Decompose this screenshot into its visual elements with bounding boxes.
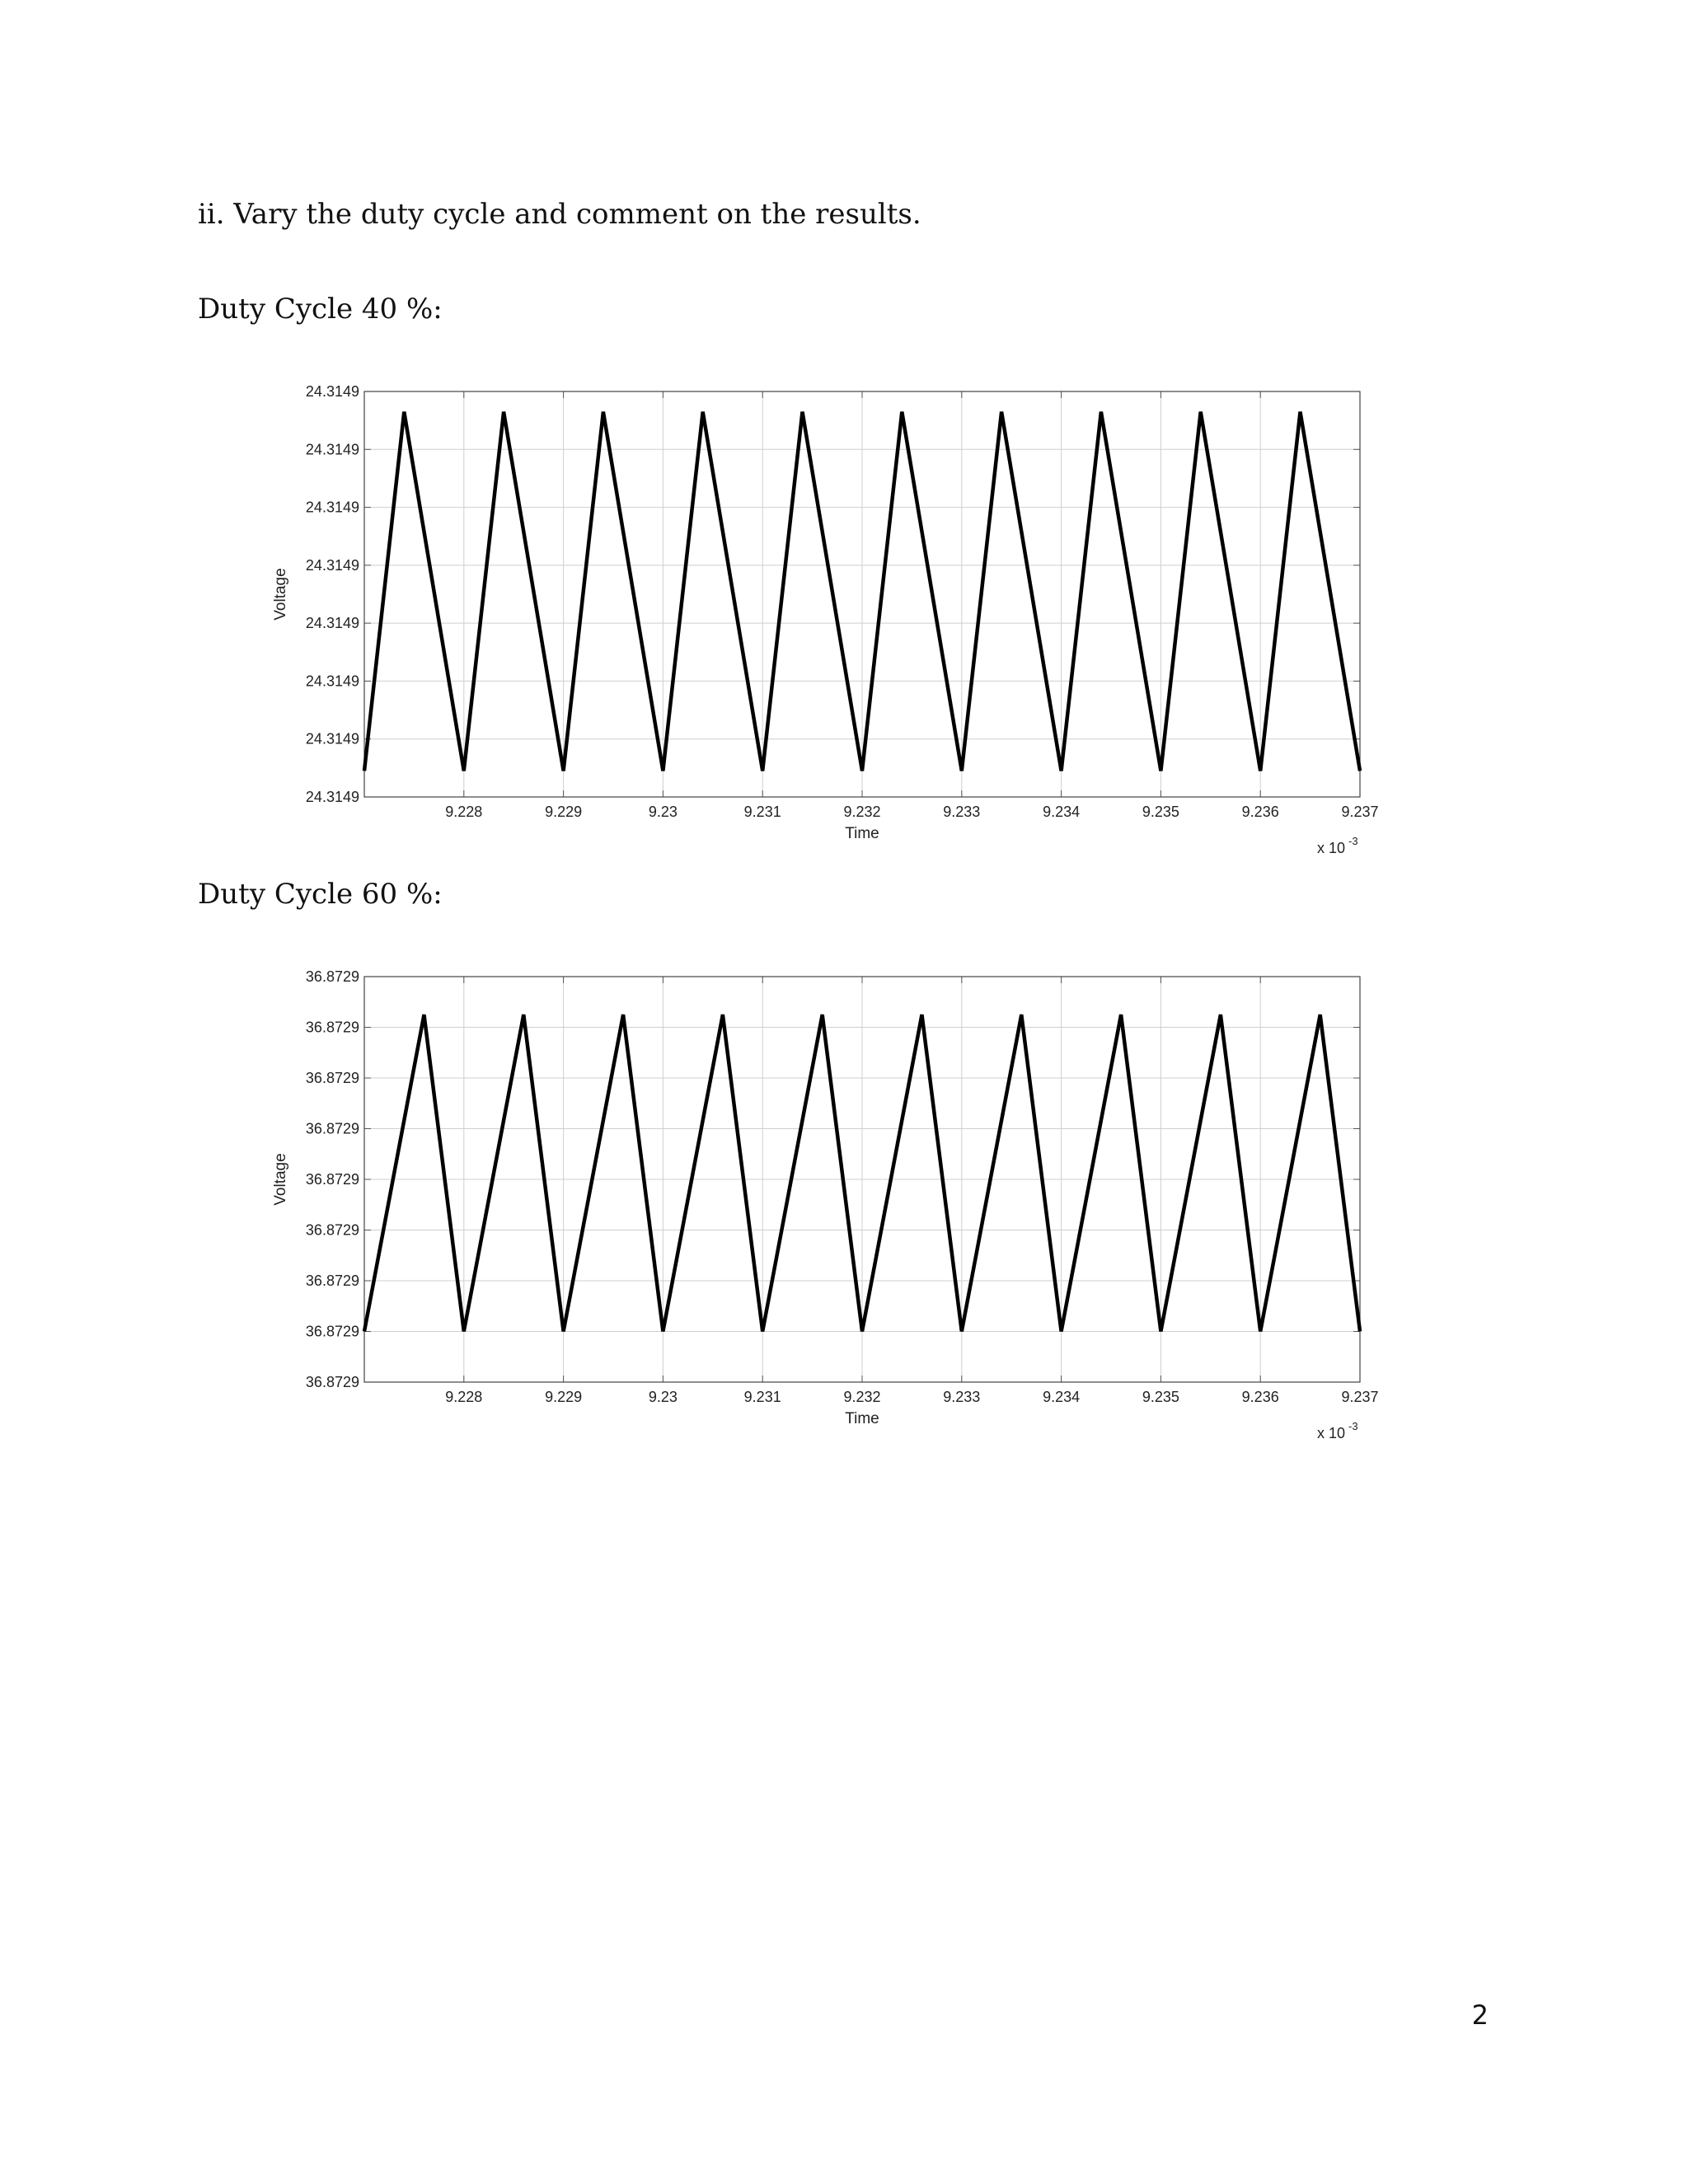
x-tick-label: 9.231: [743, 1389, 781, 1405]
x-tick-label: 9.235: [1142, 804, 1179, 820]
section-heading-duty-40: Duty Cycle 40 %:: [198, 293, 443, 326]
y-tick-label: 36.8729: [305, 1171, 359, 1188]
y-tick-label: 24.3149: [305, 615, 359, 632]
x-tick-label: 9.231: [743, 804, 781, 820]
chart-duty-cycle-40: [264, 375, 1401, 853]
y-axis-label: Voltage: [272, 1153, 289, 1206]
y-tick-label: 24.3149: [305, 383, 359, 400]
section-heading-duty-60: Duty Cycle 60 %:: [198, 878, 443, 911]
x-tick-label: 9.237: [1341, 804, 1379, 820]
y-tick-label: 36.8729: [305, 968, 359, 985]
x-tick-label: 9.236: [1241, 1389, 1279, 1405]
page-number: 2: [1471, 1999, 1489, 2031]
x-tick-label: 9.228: [445, 804, 483, 820]
x-tick-label: 9.237: [1341, 1389, 1379, 1405]
chart-duty-cycle-60: [264, 960, 1401, 1438]
chart-svg-duty-40: [264, 375, 1401, 853]
x-tick-label: 9.234: [1043, 1389, 1081, 1405]
question-heading: ii. Vary the duty cycle and comment on the results.: [198, 198, 921, 231]
x-axis-multiplier-exponent: -3: [1348, 835, 1358, 847]
x-axis-label: Time: [845, 825, 879, 842]
y-tick-label: 24.3149: [305, 730, 359, 748]
x-tick-label: 9.233: [943, 1389, 981, 1405]
x-tick-label: 9.228: [445, 1389, 483, 1405]
y-tick-label: 24.3149: [305, 441, 359, 458]
y-tick-label: 24.3149: [305, 499, 359, 516]
y-tick-label: 36.8729: [305, 1070, 359, 1086]
x-tick-label: 9.234: [1043, 804, 1081, 820]
x-tick-label: 9.235: [1142, 1389, 1179, 1405]
x-tick-label: 9.229: [545, 1389, 583, 1405]
x-tick-label: 9.23: [648, 804, 678, 820]
y-tick-label: 36.8729: [305, 1272, 359, 1289]
y-tick-label: 36.8729: [305, 1374, 359, 1390]
y-tick-label: 36.8729: [305, 1323, 359, 1340]
y-axis-label: Voltage: [272, 568, 289, 621]
x-tick-label: 9.236: [1241, 804, 1279, 820]
x-tick-label: 9.232: [843, 1389, 881, 1405]
y-tick-label: 24.3149: [305, 556, 359, 574]
y-tick-label: 36.8729: [305, 1120, 359, 1137]
x-axis-multiplier: x 10: [1317, 1425, 1346, 1438]
x-axis-multiplier: x 10: [1317, 840, 1346, 853]
x-tick-label: 9.233: [943, 804, 981, 820]
y-tick-label: 36.8729: [305, 1019, 359, 1036]
y-tick-label: 36.8729: [305, 1221, 359, 1239]
x-tick-label: 9.232: [843, 804, 881, 820]
y-tick-label: 24.3149: [305, 673, 359, 690]
x-axis-label: Time: [845, 1410, 879, 1427]
x-tick-label: 9.23: [648, 1389, 678, 1405]
chart-svg-duty-60: [264, 960, 1401, 1438]
x-tick-label: 9.229: [545, 804, 583, 820]
x-axis-multiplier-exponent: -3: [1348, 1420, 1358, 1432]
y-tick-label: 24.3149: [305, 789, 359, 805]
